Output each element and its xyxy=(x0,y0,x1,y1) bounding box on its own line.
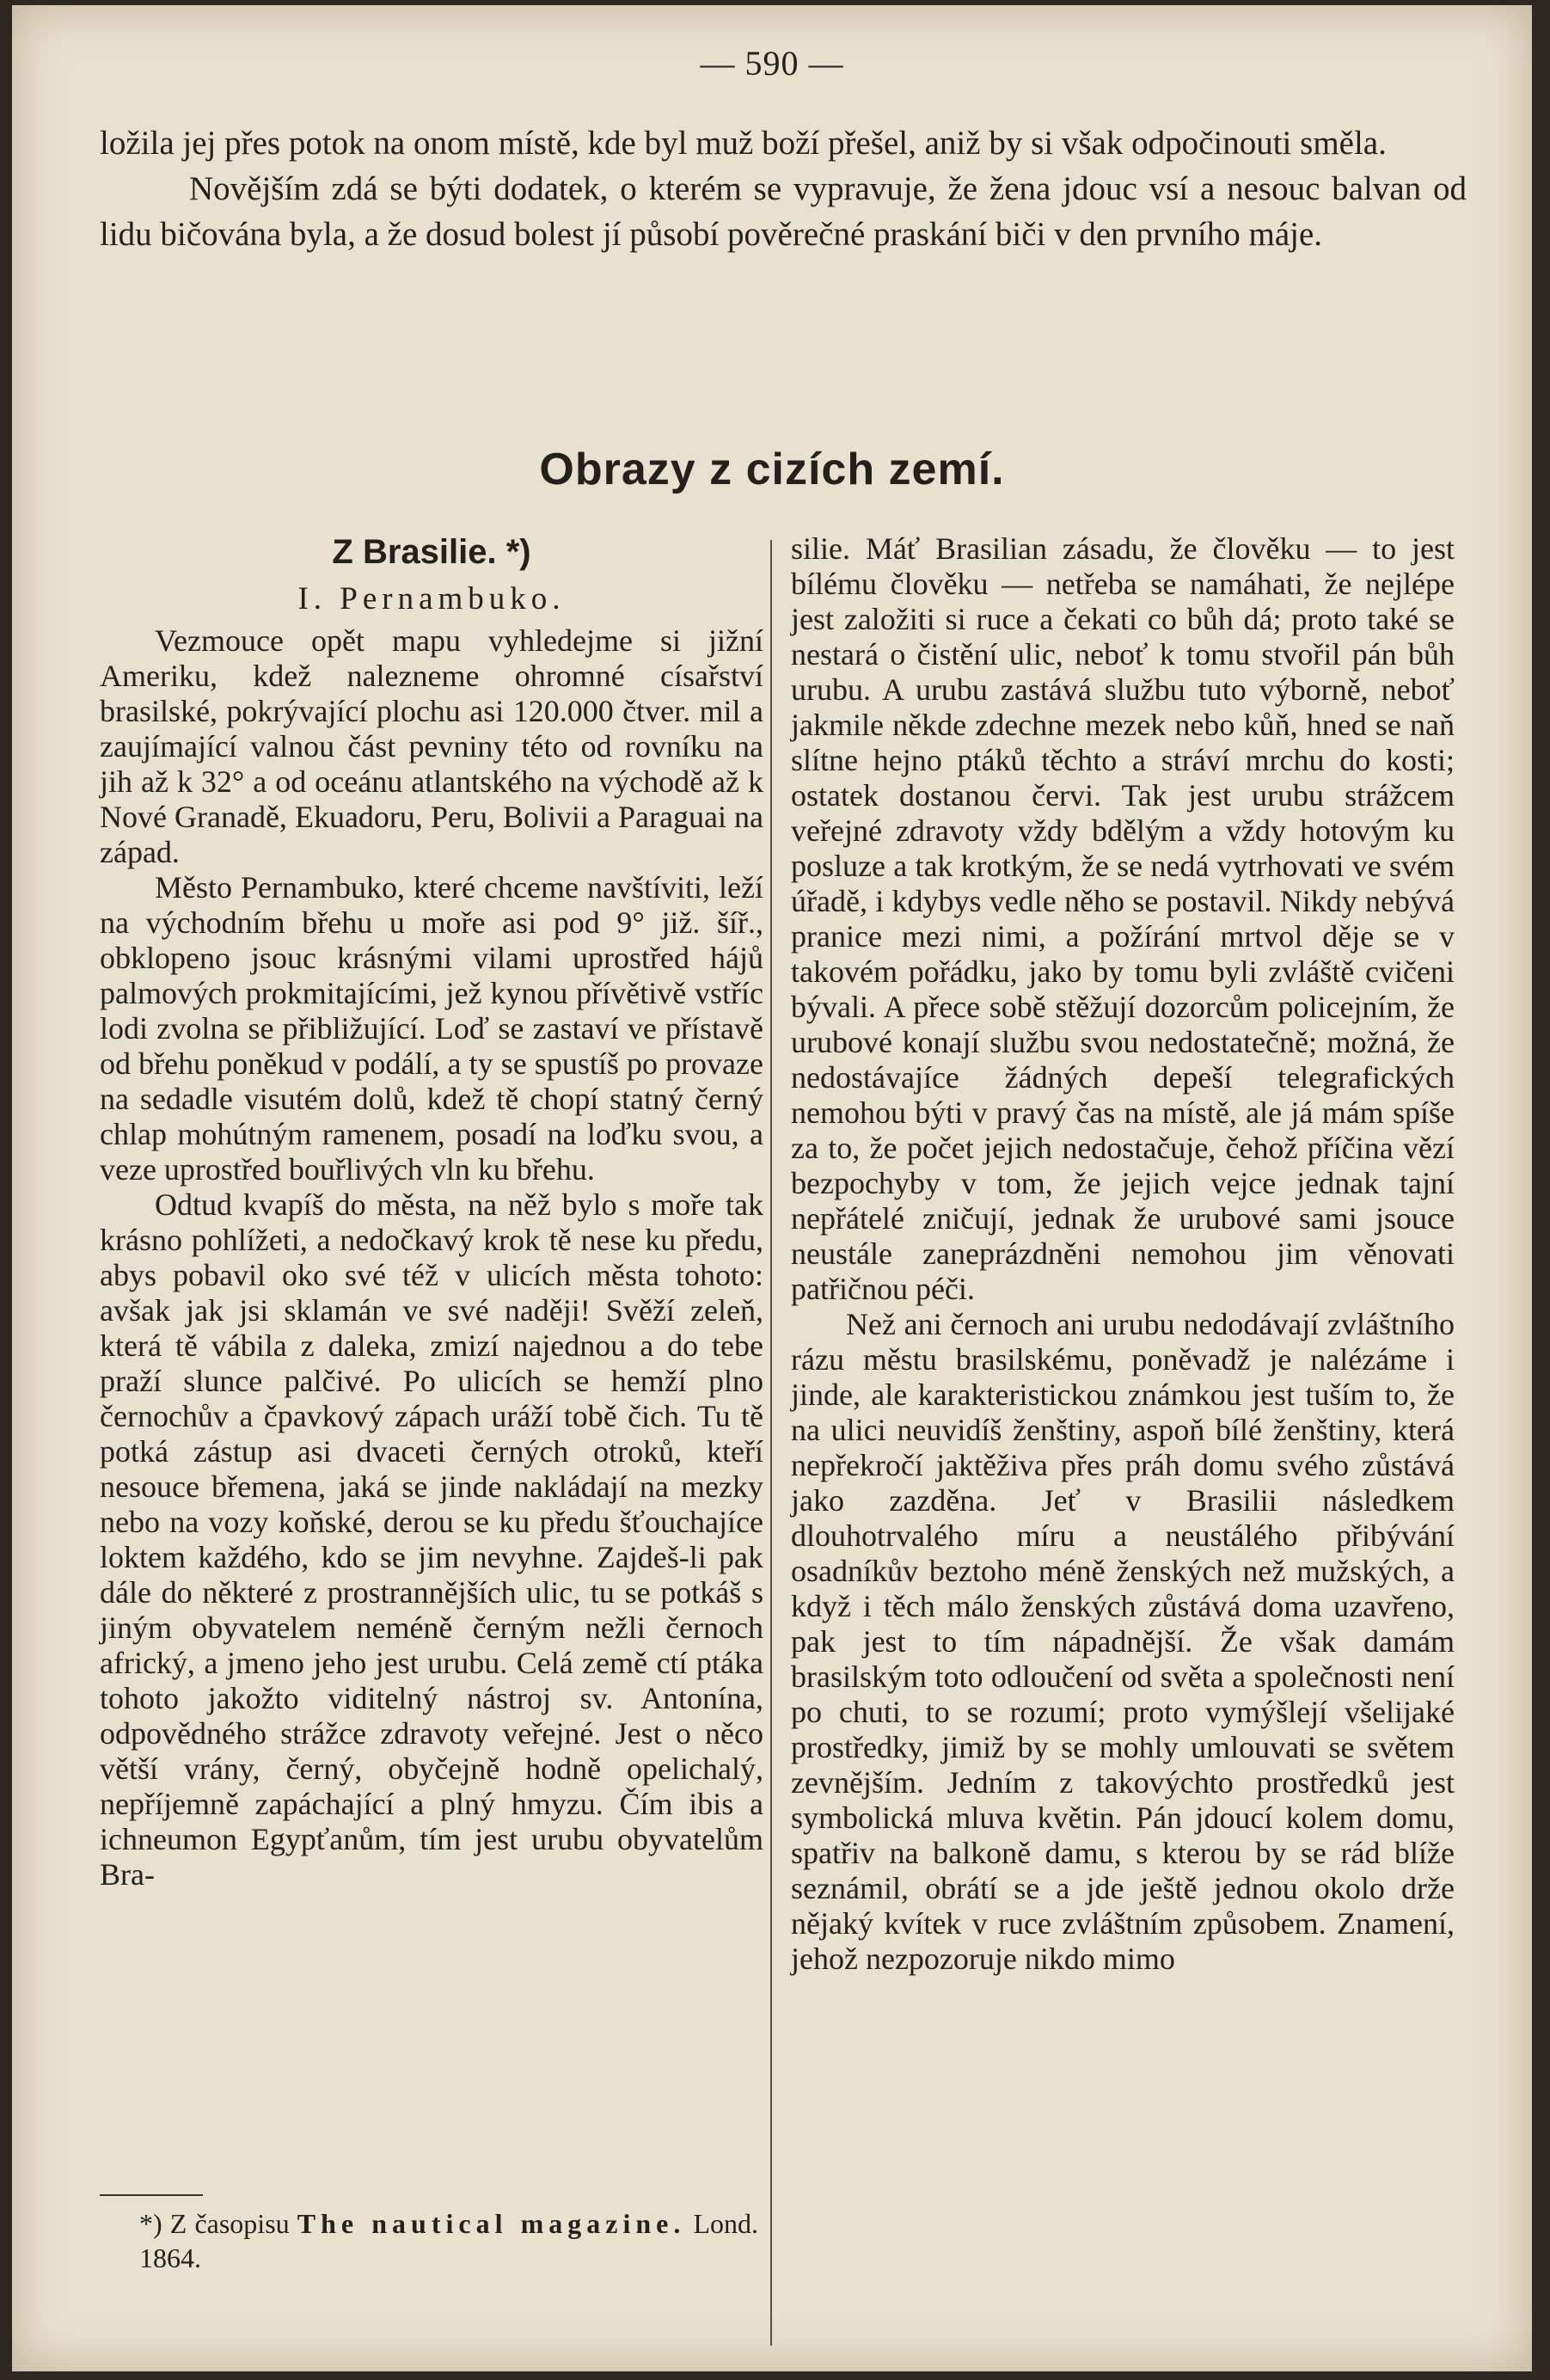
right-column xyxy=(791,531,1455,1977)
right-paragraph-2: Než ani černoch ani urubu nedodávají zvláštního rázu městu brasilskému, poněvadž je nalézáme i jinde, ale karakteristickou známkou jest tuším to, že na ulici neuvidíš ženštiny, aspoň bílé ženštiny, která nepřekročí jaktěživa přes práh domu svého zůstává jako zazděna. Jeť v Brasilii následkem dlouhotrvalého míru a neustálého přibývání osadníkův beztoho méně ženských než mužských, a když i těch málo ženských zůstává doma uzavřeno, pak jest to tím nápadnější. Že však damám brasilským toto odloučení od světa a společnosti není po chuti, to se rozumí; proto vymýšlejí všelijaké prostředky, jimiž by se mohly umlouvati se světem zevnějším. Jedním z takovýchto prostředků jest symbolická mluva květin. Pán jdoucí kolem domu, spatřiv na balkoně damu, s kterou by se rád blíže seznámil, obrátí se a jde ještě jednou okolo drže nějaký kvítek v ruce zvláštním způsobem. Znamení, jehož nezpozoruje nikdo mimo xyxy=(791,1307,1455,1976)
intro-paragraph-1: ložila jej přes potok na onom místě, kde byl muž boží přešel, aniž by si však odpočinouti směla. xyxy=(100,125,1387,162)
page-number: — 590 — xyxy=(700,44,844,83)
right-paragraph-1: silie. Máť Brasilian zásadu, že člověku — to jest bílému člověku — netřeba se namáhati, že nejlépe jest založiti si ruce a čekati co bůh dá; proto také se nestará o čistění ulic, neboť k tomu stvořil pán bůh urubu. A urubu zastává službu tuto výborně, neboť jakmile někde zdechne mezek nebo kůň, hned se naň slítne hejno ptáků těchto a stráví mrchu do kosti; ostatek dostanou červi. Tak jest urubu strážcem veřejné zdravoty vždy bdělým a vždy hotovým ku posluze a tak krotkým, že se nedá vytrhovati ve svém úřadě, i kdybys vedle něho se postavil. Nikdy nebývá pranice mezi nimi, a požírání mrtvol děje se v takovém pořádku, jako by tomu byli zvláště cvičeni bývali. A přece sobě stěžují dozorcům policejním, že urubové konají službu svou nedostatečně; možná, že nedostávajíce žádných depeší telegrafických nemohou býti v pravý čas na místě, ale já mám spíše za to, že počet jejich nedostačuje, čehož příčina vězí bezpochyby v tom, že jejich vejce jednak tajní nepřátelé zničují, jednak že urubové sami jsouce neustále zaneprázdněni nemohou jim věnovati patřičnou péči. xyxy=(791,531,1455,1306)
footnote xyxy=(139,2206,758,2275)
left-column xyxy=(100,531,763,1892)
column-divider xyxy=(770,540,772,2346)
footnote-prefix: *) Z časopisu xyxy=(139,2208,297,2239)
left-paragraph-3: Odtud kvapíš do města, na něž bylo s moře tak krásno pohlížeti, a nedočkavý krok tě nese ku předu, abys pobavil oko své též v ulicích města tohoto: avšak jak jsi sklamán ve své naději! Svěží zeleň, která tě vábila z daleka, zmizí najednou a do tebe praží slunce palčivé. Po ulicích se hemží plno černochův a čpavkový zápach uráží tobě čich. Tu tě potká zástup asi dvaceti černých otroků, kteří nesouce břemena, jaká se jinde nakládají na mezky nebo na vozy koňské, derou se ku předu šťouchajíce loktem každého, kdo se jim nevyhne. Zajdeš-li pak dále do některé z prostrannějších ulic, tu se potkáš s jiným obyvatelem neméně černým nežli černoch africký, a jmeno jeho jest urubu. Celá země ctí ptáka tohoto jakožto viditelný nástroj sv. Antonína, odpovědného strážce zdravoty veřejné. Jest o něco větší vrány, černý, obyčejně hodně opelichalý, nepříjemně zapáchající a plný hmyzu. Čím ibis a ichneumon Egypťanům, tím jest urubu obyvatelům Bra- xyxy=(100,1187,763,1892)
article-subtitle: I. Pernambuko. xyxy=(297,581,566,616)
section-title: Obrazy z cizích zemí. xyxy=(539,445,1005,494)
footnote-source: The nautical magazine. xyxy=(297,2208,686,2239)
footnote-suffix: Lond. 1864. xyxy=(139,2208,759,2273)
left-paragraph-1: Vezmouce opět mapu vyhledejme si jižní Ameriku, kdež nalezneme ohromné císařství brasilské, pokrývající plochu asi 120.000 čtver. mil a zaujímající valnou část pevniny této od rovníku na jih až k 32° a od oceánu atlantského na východě až k Nové Granadě, Ekuadoru, Peru, Bolivii a Paraguai na západ. xyxy=(100,623,763,869)
article-title: Z Brasilie. *) xyxy=(332,533,531,571)
intro-paragraph-2: Novějším zdá se býti dodatek, o kterém se vypravuje, že žena jdouc vsí a nesouc balvan od lidu bičována byla, a že dosud bolest jí působí pověrečné praskání biči v den prvního máje. xyxy=(100,170,1467,253)
footnote-rule xyxy=(100,2194,203,2196)
page xyxy=(12,5,1532,2371)
left-paragraph-2: Město Pernambuko, které chceme navštíviti, leží na východním břehu u moře asi pod 9° již. šíř., obklopeno jsouc krásnými vilami uprostřed hájů palmových prokmitajícími, jež kynou přívětivě vstříc lodi zvolna se přibližující. Loď se zastaví ve přístavě od břehu poněkud v podálí, a ty se spustíš po provaze na sedadle visutém dolů, kdež tě chopí statný černý chlap mohútným ramenem, posadí na loďku svou, a veze uprostřed bouřlivých vln ku břehu. xyxy=(100,870,763,1187)
intro-text xyxy=(100,120,1467,257)
